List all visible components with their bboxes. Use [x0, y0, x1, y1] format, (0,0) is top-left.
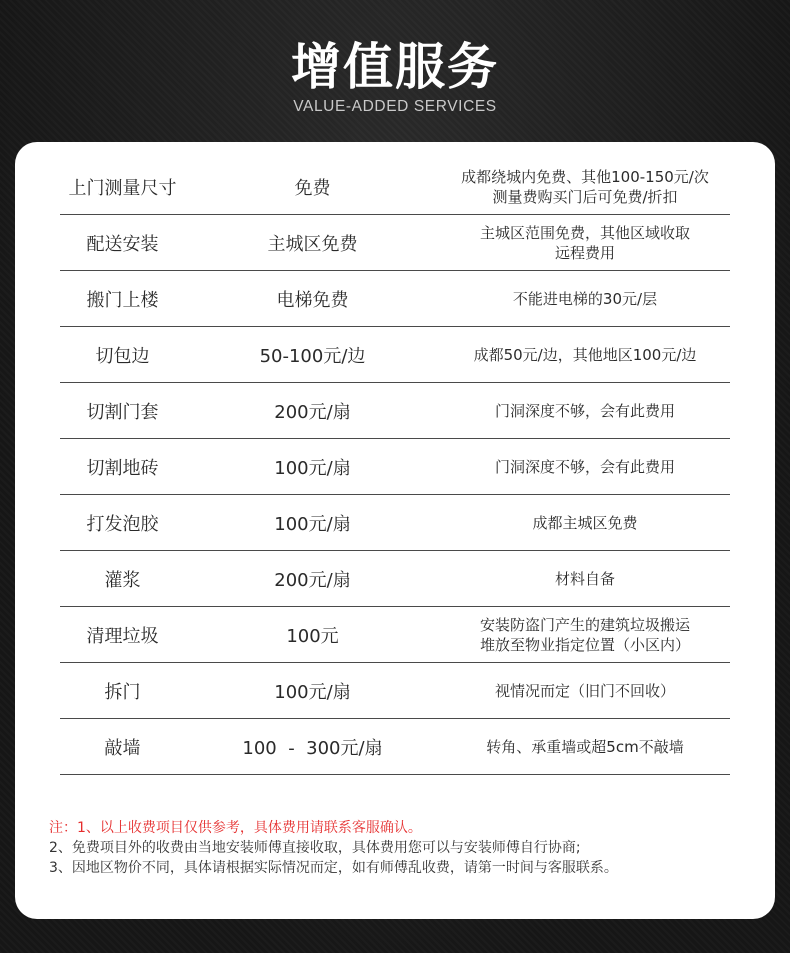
table-row — [60, 327, 730, 383]
services-table — [60, 159, 730, 775]
footnote-1: 注：1、以上收费项目仅供参考，具体费用请联系客服确认。 — [49, 820, 422, 836]
service-name: 打发泡胶 — [86, 513, 159, 535]
service-note: 成都主城区免费 — [532, 513, 638, 532]
page-subtitle: VALUE-ADDED SERVICES — [293, 98, 497, 115]
table-row — [60, 663, 730, 719]
service-note: 门洞深度不够，会有此费用 — [494, 457, 675, 476]
table-row — [60, 551, 730, 607]
service-price: 200元/扇 — [274, 569, 351, 591]
service-price: 200元/扇 — [274, 401, 351, 423]
service-price: 100元 — [286, 625, 339, 647]
service-note — [440, 167, 730, 207]
service-name: 敲墙 — [104, 737, 141, 759]
table-row — [60, 495, 730, 551]
service-price: 免费 — [294, 177, 331, 199]
table-row — [60, 719, 730, 775]
table-row — [60, 159, 730, 215]
service-note: 不能进电梯的30元/层 — [512, 289, 658, 308]
service-price: 主城区免费 — [267, 233, 358, 255]
note-line: 安装防盗门产生的建筑垃圾搬运 堆放至物业指定位置（小区内） — [479, 615, 690, 654]
table-row — [60, 439, 730, 495]
service-price: 100元/扇 — [274, 513, 351, 535]
service-note — [440, 615, 730, 655]
service-name: 切包边 — [95, 345, 150, 367]
note-line: 成都绕城内免费、其他100-150元/次 测量费购买门后可免费/折扣 — [461, 167, 709, 206]
service-price: 100 - 300元/扇 — [242, 737, 383, 759]
note-line: 主城区范围免费，其他区域收取 远程费用 — [479, 223, 690, 262]
service-price: 50-100元/边 — [259, 345, 366, 367]
service-name: 配送安装 — [86, 233, 159, 255]
header — [0, 36, 790, 116]
service-name: 清理垃圾 — [86, 625, 159, 647]
table-row — [60, 383, 730, 439]
service-price: 电梯免费 — [276, 289, 349, 311]
service-name: 拆门 — [104, 681, 141, 703]
service-price: 100元/扇 — [274, 457, 351, 479]
service-name: 上门测量尺寸 — [68, 177, 177, 199]
table-row — [60, 607, 730, 663]
services-card — [15, 142, 775, 919]
service-name: 切割门套 — [86, 401, 159, 423]
service-note: 材料自备 — [554, 569, 615, 588]
footnote-3: 3、因地区物价不同，具体请根据实际情况而定，如有师傅乱收费，请第一时间与客服联系。 — [49, 860, 618, 876]
service-note: 成都50元/边，其他地区100元/边 — [473, 345, 697, 364]
service-note: 门洞深度不够，会有此费用 — [494, 401, 675, 420]
service-name: 切割地砖 — [86, 457, 159, 479]
service-name: 搬门上楼 — [86, 289, 159, 311]
service-note: 转角、承重墙或超5cm不敲墙 — [486, 737, 684, 756]
service-note: 视情况而定（旧门不回收） — [494, 681, 675, 700]
service-price: 100元/扇 — [274, 681, 351, 703]
service-note — [440, 223, 730, 263]
footnote-2: 2、免费项目外的收费由当地安装师傅直接收取，具体费用您可以与安装师傅自行协商; — [49, 840, 581, 856]
page-title: 增值服务 — [291, 38, 499, 96]
footnotes — [49, 818, 749, 878]
table-row — [60, 271, 730, 327]
service-name: 灌浆 — [104, 569, 141, 591]
table-row — [60, 215, 730, 271]
